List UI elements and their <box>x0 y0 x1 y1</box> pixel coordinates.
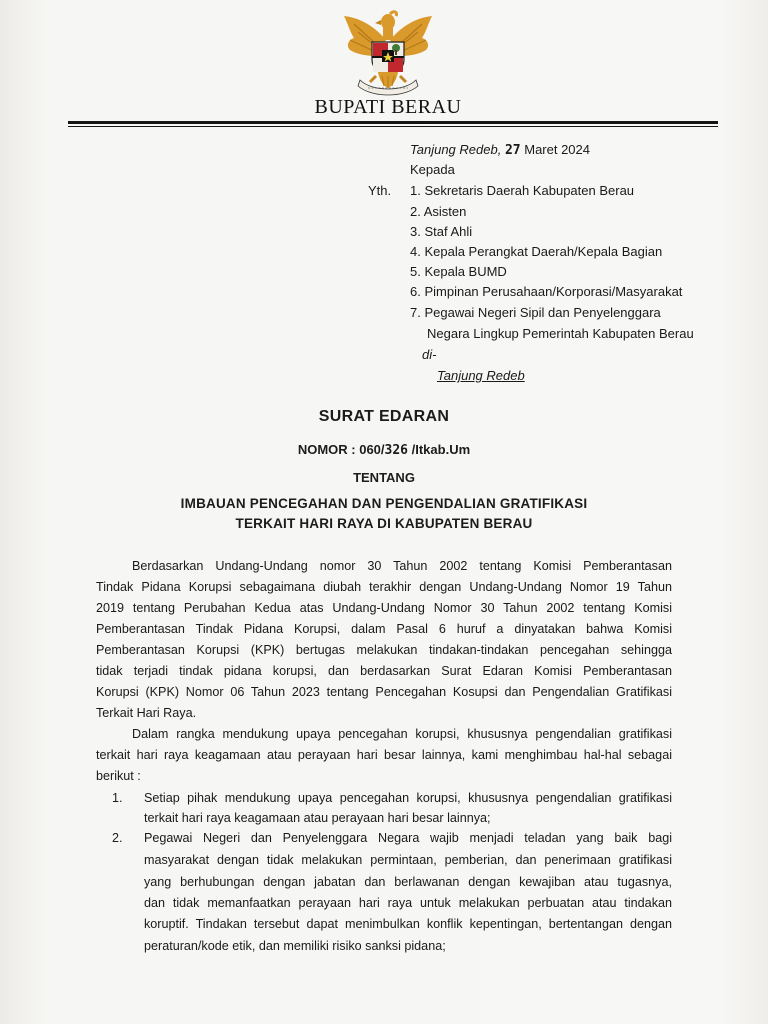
date-place: Tanjung Redeb, 27 Maret 2024 <box>410 142 590 158</box>
di-label: di- <box>422 347 437 362</box>
para2-line: terkait hari raya keagamaan atau perayaan hari besar lainnya, kami menghimbau hal-hal sebagai <box>96 748 672 762</box>
para2-line: Dalam rangka mendukung upaya pencegahan korupsi, khususnya pengendalian gratifikasi <box>132 727 672 741</box>
para1-line: Berdasarkan Undang-Undang nomor 30 Tahun 2002 tentang Komisi Pemberantasan <box>132 559 672 573</box>
date-day-handwritten: 27 <box>504 143 521 158</box>
list-item-number: 1. <box>112 791 123 805</box>
letterhead-rule-thick <box>68 121 718 124</box>
recipient-2: 2. Asisten <box>410 204 467 219</box>
para1-line: 2019 tentang Perubahan Kedua atas Undang-Undang Nomor 30 Tahun 2002 tentang Komisi <box>96 601 672 615</box>
para1-line: Tindak Pidana Korupsi sebagaimana diubah terakhir dengan Undang-Undang Nomor 19 Tahun <box>96 580 672 594</box>
document-title: SURAT EDARAN <box>318 408 450 425</box>
para2-line: berikut : <box>96 769 141 783</box>
recipient-1: 1. Sekretaris Daerah Kabupaten Berau <box>410 183 635 198</box>
yth-label: Yth. <box>368 183 392 198</box>
para1-line: Pemberantasan Korupsi (KPK) bertugas melakukan tindakan-tindakan pencegahan sehingga <box>96 643 672 657</box>
para1-line: tidak terjadi tindak pidana korupsi, dan berdasarkan Surat Edaran Komisi Pemberantasan <box>96 664 672 678</box>
garuda-emblem-icon <box>336 10 440 98</box>
recipient-6: 6. Pimpinan Perusahaan/Korporasi/Masyarakat <box>410 284 683 299</box>
letterhead-title: BUPATI BERAU <box>314 96 462 118</box>
recipient-4: 4. Kepala Perangkat Daerah/Kepala Bagian <box>410 244 663 259</box>
recipient-7: 7. Pegawai Negeri Sipil dan Penyelenggara <box>410 305 661 320</box>
list-item-number: 2. <box>112 831 123 845</box>
recipient-3: 3. Staf Ahli <box>410 224 473 239</box>
list-item-line: Setiap pihak mendukung upaya pencegahan korupsi, khususnya pengendalian gratifikasi <box>144 791 672 805</box>
list-item-line: yang berhubungan dengan jabatan dan berlawanan dengan kewajiban atau tugasnya, <box>144 875 672 889</box>
list-item-line: masyarakat dengan tidak melakukan permintaan, pemberian, dan penerimaan gratifikasi <box>144 853 672 867</box>
subject-line-2: TERKAIT HARI RAYA DI KABUPATEN BERAU <box>235 516 533 531</box>
city-label: Tanjung Redeb <box>437 368 525 383</box>
para1-line: Korupsi (KPK) Nomor 06 Tahun 2023 tentang Pencegahan Kosupsi dan Pengendalian Gratifikasi <box>96 685 672 699</box>
para1-line: Pemberantasan Tindak Pidana Korupsi, dalam Pasal 6 huruf a dinyatakan bahwa Komisi <box>96 622 672 636</box>
list-item-line: terkait hari raya keagamaan atau perayaan hari besar lainnya; <box>144 811 491 825</box>
kepada-label: Kepada <box>410 162 455 177</box>
number-handwritten: 326 <box>384 443 409 458</box>
list-item-line: dan tidak memanfaatkan perayaan hari raya untuk melakukan perbuatan atau tindakan <box>144 896 672 910</box>
tentang-label: TENTANG <box>353 470 415 485</box>
list-item-line: Pegawai Negeri dan Penyelenggara Negara wajib menjadi teladan yang baik bagi <box>144 831 672 845</box>
list-item-line: peraturan/kode etik, dan memiliki risiko sanksi pidana; <box>144 939 446 953</box>
para1-line: Terkait Hari Raya. <box>96 706 197 720</box>
subject-line-1: IMBAUAN PENCEGAHAN DAN PENGENDALIAN GRATIFIKASI <box>180 496 588 511</box>
letterhead-rule-thin <box>68 126 718 127</box>
document-number: NOMOR : 060/326 /Itkab.Um <box>297 442 471 458</box>
list-item-line: koruptif. Tindakan tersebut dapat menimbulkan konflik kepentingan, bertentangan dengan <box>144 917 672 931</box>
recipient-7-cont: Negara Lingkup Pemerintah Kabupaten Berau <box>427 326 694 341</box>
recipient-5: 5. Kepala BUMD <box>410 264 507 279</box>
